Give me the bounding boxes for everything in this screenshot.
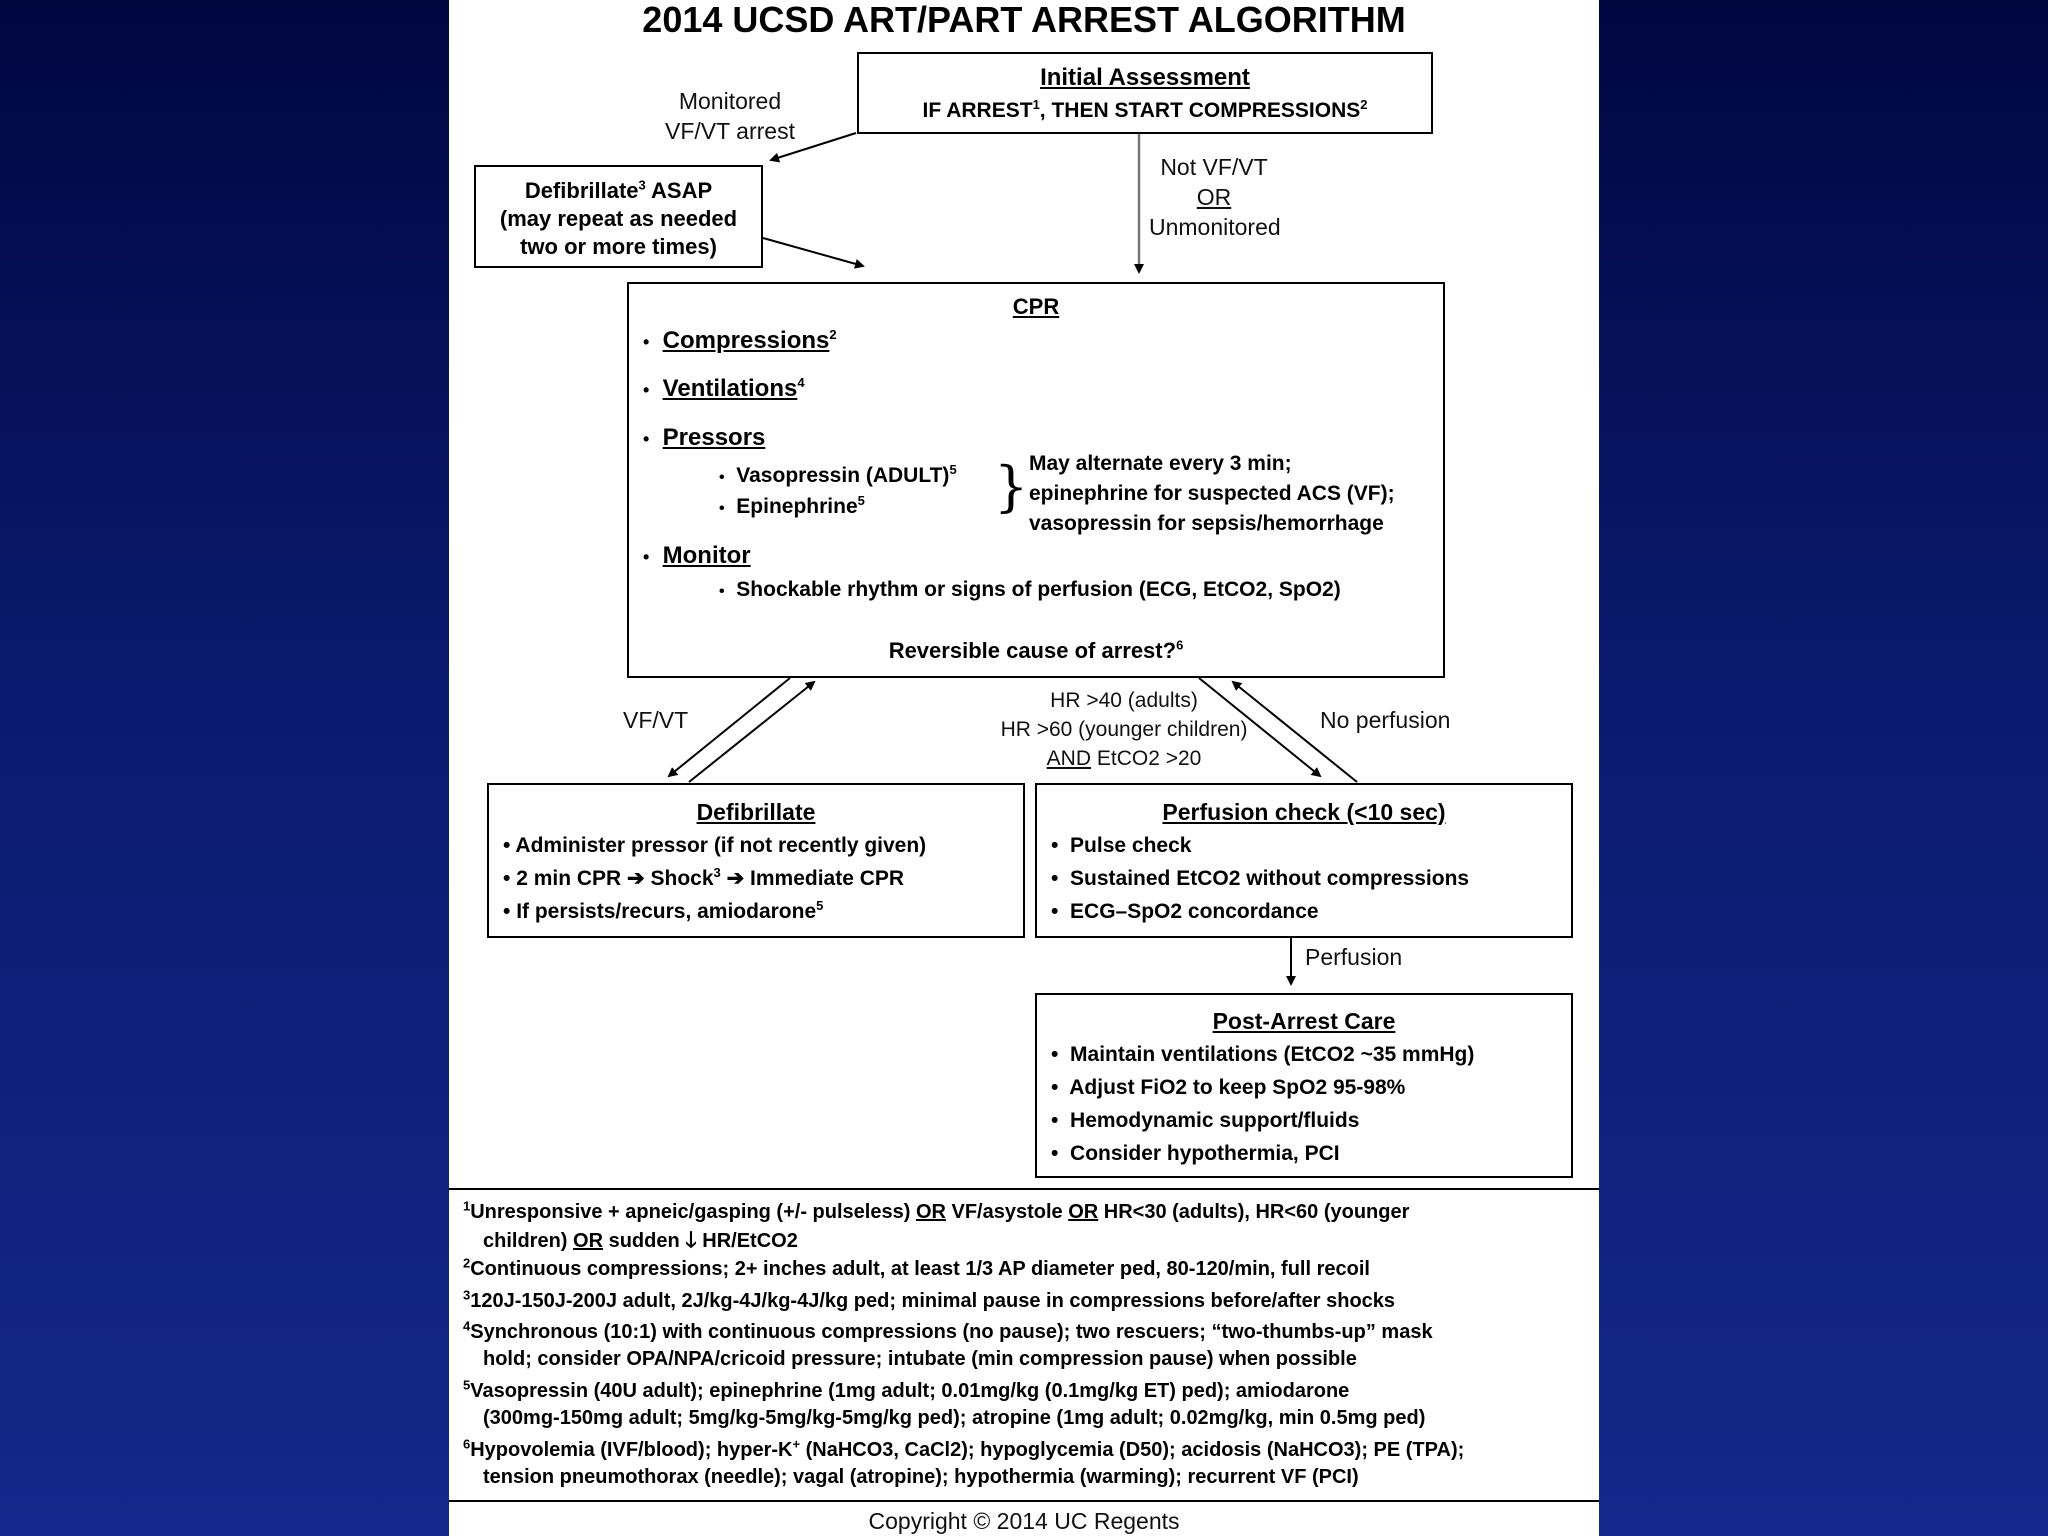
- cpr-alt-line1: May alternate every 3 min;: [1029, 452, 1292, 475]
- label-monitored-line2: VF/VT arrest: [665, 118, 795, 144]
- perfusion-item3: • ECG–SpO2 concordance: [1051, 900, 1319, 923]
- label-monitored-line1: Monitored: [678, 88, 782, 114]
- copyright: Copyright © 2014 UC Regents: [868, 1508, 1180, 1534]
- label-vfvt: VF/VT: [623, 707, 689, 733]
- initial-text-b: , THEN START COMPRESSIONS: [1039, 99, 1361, 122]
- defib-asap-line1: Defibrillate$^3$ ASAP: [524, 177, 713, 203]
- footnote-1-line2: children) OR sudden 🡓 HR/EtCO2: [483, 1227, 798, 1252]
- cpr-alt-line3: vasopressin for sepsis/hemorrhage: [1029, 512, 1384, 535]
- label-hr-and-etco2: AND EtCO2 >20: [1046, 747, 1202, 770]
- label-not-vfvt-or: OR: [1196, 184, 1232, 210]
- perfusion-item2: • Sustained EtCO2 without compressions: [1051, 867, 1470, 890]
- footnote-4-line2: hold; consider OPA/NPA/cricoid pressure; intubate (min compression pause) when possible: [483, 1348, 1357, 1370]
- initial-sup-b: 2: [1360, 97, 1368, 112]
- post-arrest-item3: • Hemodynamic support/fluids: [1051, 1109, 1360, 1132]
- cpr-vasopressin: • Vasopressin (ADULT)$^5$: [719, 462, 957, 487]
- pressor-brace: }: [994, 455, 1029, 518]
- label-hr-criteria: [979, 686, 1269, 773]
- initial-sup-a: 1: [1032, 97, 1040, 112]
- label-perfusion: Perfusion: [1305, 944, 1403, 970]
- footnote-5-line2: (300mg-150mg adult; 5mg/kg-5mg/kg-5mg/kg ped); atropine (1mg adult; 0.02mg/kg, min 0.5mg ped): [483, 1407, 1426, 1429]
- defibrillate-item2: • 2 min CPR ➔ Shock$^3$ ➔ Immediate CPR: [503, 865, 905, 890]
- defibrillate-asap-box: [474, 165, 763, 268]
- page-title: 2014 UCSD ART/PART ARREST ALGORITHM: [642, 0, 1406, 40]
- post-arrest-care-box: [1035, 993, 1573, 1178]
- down-arrow-icon: 🡓: [685, 1227, 697, 1252]
- cpr-monitor-item: • Shockable rhythm or signs of perfusion (ECG, EtCO2, SpO2): [719, 578, 1341, 601]
- footnote-4-line1: $^4$Synchronous (10:1) with continuous compressions (no pause); two rescuers; “two-thumbs-up” mask: [463, 1318, 1433, 1343]
- footnote-6: [463, 1437, 1588, 1491]
- footnote-6-line2: tension pneumothorax (needle); vagal (atropine); hypothermia (warming); recurrent VF (PCI): [483, 1466, 1359, 1488]
- footnote-1: [463, 1199, 1588, 1255]
- post-arrest-item2: • Adjust FiO2 to keep SpO2 95-98%: [1051, 1076, 1406, 1099]
- cpr-box: [627, 282, 1445, 678]
- cpr-monitor: • Monitor: [643, 542, 751, 569]
- footnote-3: $^3$120J-150J-200J adult, 2J/kg-4J/kg-4J/kg ped; minimal pause in compressions before/after shocks: [463, 1287, 1396, 1312]
- cpr-ventilations: • Ventilations$^4$: [643, 375, 805, 402]
- label-monitored-vfvt: [645, 86, 815, 146]
- cpr-alt-line2: epinephrine for suspected ACS (VF);: [1029, 482, 1395, 505]
- post-arrest-item4: • Consider hypothermia, PCI: [1051, 1142, 1340, 1165]
- footnote-5: [463, 1378, 1588, 1432]
- footnote-1-line1: $^1$Unresponsive + apneic/gasping (+/- pulseless) OR VF/asystole OR HR<30 (adults), HR<60 (younger: [463, 1198, 1410, 1223]
- cpr-compressions: • Compressions$^2$: [643, 327, 837, 354]
- label-unmonitored: Unmonitored: [1149, 214, 1281, 240]
- defibrillate-item3: • If persists/recurs, amiodarone$^5$: [503, 898, 824, 923]
- algorithm-slide: [449, 0, 1599, 1536]
- perfusion-check-box: [1035, 783, 1573, 938]
- label-hr40: HR >40 (adults): [1050, 689, 1198, 712]
- defib-asap-line3: two or more times): [520, 234, 717, 259]
- footnote-6-line1: $^6$Hypovolemia (IVF/blood); hyper-K+ (NaHCO3, CaCl2); hypoglycemia (D50); acidosis (NaHCO3); PE (TPA);: [463, 1436, 1465, 1461]
- post-arrest-heading: Post-Arrest Care: [1212, 1008, 1396, 1034]
- cpr-alternate-note: [1029, 449, 1395, 539]
- label-not-vfvt: [1149, 152, 1279, 242]
- arrow-right-icon: ➔: [627, 867, 645, 890]
- cpr-epinephrine: • Epinephrine$^5$: [719, 493, 865, 518]
- initial-assessment-box: [857, 52, 1433, 134]
- perfusion-item1: • Pulse check: [1051, 834, 1192, 857]
- footnote-2: $^2$Continuous compressions; 2+ inches adult, at least 1/3 AP diameter ped, 80-120/min, full recoil: [463, 1255, 1370, 1280]
- defibrillate-item1: • Administer pressor (if not recently given): [503, 834, 927, 857]
- post-arrest-item1: • Maintain ventilations (EtCO2 ~35 mmHg): [1051, 1043, 1475, 1066]
- arrow-right-icon: ➔: [726, 867, 745, 890]
- arrow-defibrillate-to-cpr: [689, 682, 814, 782]
- cpr-pressors: • Pressors: [643, 424, 766, 451]
- label-hr60: HR >60 (younger children): [1000, 718, 1248, 741]
- initial-text-a: IF ARREST: [922, 99, 1033, 122]
- label-not-vfvt-line1: Not VF/VT: [1160, 154, 1268, 180]
- initial-assessment-heading: Initial Assessment: [1040, 64, 1250, 91]
- cpr-heading: CPR: [1012, 294, 1060, 319]
- label-no-perfusion: No perfusion: [1320, 707, 1451, 733]
- defibrillate-box: [487, 783, 1025, 938]
- initial-assessment-text: [859, 99, 1431, 123]
- arrow-defib-asap-to-cpr: [763, 238, 863, 266]
- defib-asap-line2: (may repeat as needed: [499, 206, 738, 231]
- defibrillate-heading: Defibrillate: [696, 799, 816, 825]
- perfusion-check-heading: Perfusion check (<10 sec): [1162, 799, 1446, 825]
- cpr-reversible-cause: Reversible cause of arrest?$^6$: [888, 637, 1184, 663]
- footnote-4: [463, 1319, 1588, 1373]
- footnote-5-line1: $^5$Vasopressin (40U adult); epinephrine (1mg adult; 0.01mg/kg (0.1mg/kg ET) ped); amiodarone: [463, 1377, 1350, 1402]
